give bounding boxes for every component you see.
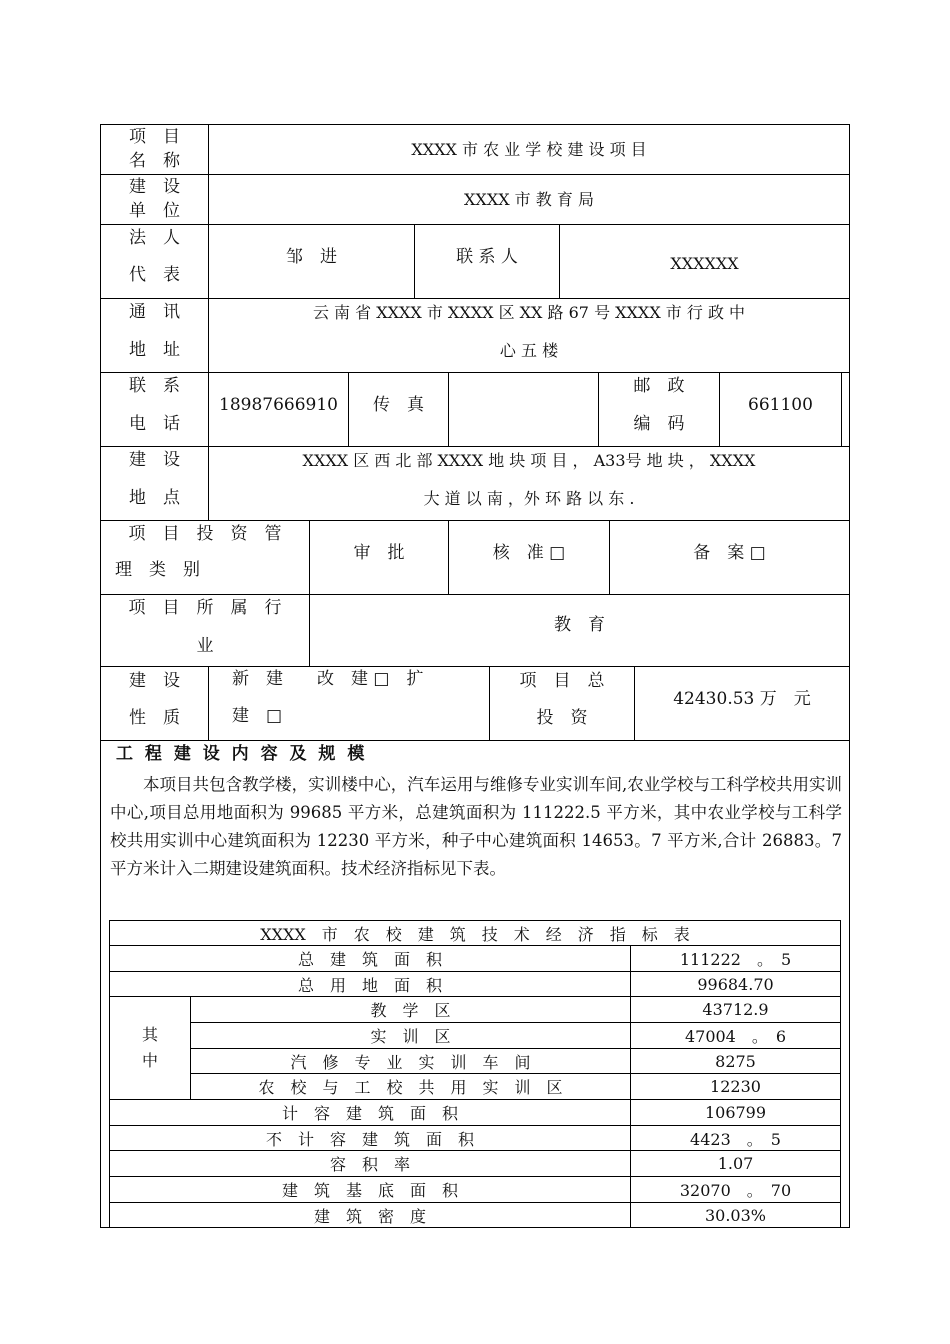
row-label: 建 筑 密 度 bbox=[313, 1206, 426, 1226]
row-value: 106799 bbox=[704, 1103, 767, 1122]
total-investment-value: 42430.53 万 元 bbox=[673, 688, 811, 709]
row-value: 43712.9 bbox=[702, 1000, 769, 1019]
nature-options-line-2[interactable]: 建 □ bbox=[232, 706, 283, 726]
nature-label-2: 性 质 bbox=[129, 707, 180, 728]
row-label: 计 容 建 筑 面 积 bbox=[281, 1104, 458, 1123]
row-value: 30.03% bbox=[704, 1205, 766, 1225]
fax-label: 传 真 bbox=[373, 394, 424, 415]
row-value: 4423 。 5 bbox=[690, 1129, 781, 1149]
nature-options-line-1[interactable]: 新 建 改 建 □ 扩 bbox=[232, 669, 424, 689]
legal-rep-label-2: 代 表 bbox=[129, 264, 180, 285]
row-label: 教 学 区 bbox=[370, 1001, 451, 1020]
section-title: 工 程 建 设 内 容 及 规 模 bbox=[116, 744, 368, 764]
row-value: 111222 。 5 bbox=[679, 950, 792, 969]
builder-value: XXXX 市 教 育 局 bbox=[464, 190, 594, 209]
legal-rep-label-1: 法 人 bbox=[129, 227, 180, 248]
row-value: 99684.70 bbox=[697, 974, 774, 994]
row-label: 容 积 率 bbox=[329, 1155, 410, 1174]
row-value: 12230 bbox=[710, 1077, 761, 1096]
approval-option[interactable]: 审 批 bbox=[353, 542, 405, 563]
address-line-2: 心 五 楼 bbox=[499, 340, 559, 360]
industry-label-2: 业 bbox=[196, 635, 214, 656]
row-value: 47004 。 6 bbox=[684, 1027, 787, 1046]
builder-label-2: 单 位 bbox=[129, 200, 180, 221]
location-label-2: 地 点 bbox=[129, 487, 180, 508]
group-label: 其 中 bbox=[141, 1025, 158, 1070]
location-line-2: 大 道 以 南 ，外 环 路 以 东 . bbox=[423, 488, 635, 508]
industry-value: 教 育 bbox=[554, 614, 605, 635]
section-paragraph: 本项目共包含教学楼，实训楼中心，汽车运用与维修专业实训车间,农业学校与工科学校共用实训中心,项目总用地面积为 99685 平方米，总建筑面积为 111222.5 平方米，其中农业学校与工科学校共用实训中心建筑面积为 12230 平方米，种子中心建筑面积 14653。7 平方米,合计 26883。7 平方米计入二期建设建筑面积。技术经济指标见下表。 bbox=[110, 775, 842, 878]
location-label-1: 建 设 bbox=[129, 449, 180, 470]
nature-label-1: 建 设 bbox=[129, 670, 180, 691]
row-value: 8275 bbox=[715, 1051, 756, 1071]
investment-type-label-1: 项 目 投 资 管 bbox=[128, 523, 282, 544]
location-line-1: XXXX 区 西 北 部 XXXX 地 块 项 目 ， A33号 地 块 ， XXXX bbox=[302, 450, 756, 470]
address-label-1: 通 讯 bbox=[129, 301, 180, 322]
project-name-value: XXXX 市 农 业 学 校 建 设 项 目 bbox=[411, 140, 647, 159]
phone-value: 18987666910 bbox=[219, 394, 338, 415]
contact-value: XXXXXX bbox=[670, 253, 739, 273]
fax-value bbox=[449, 394, 598, 416]
row-label: 实 训 区 bbox=[370, 1027, 451, 1046]
row-label: 不 计 容 建 筑 面 积 bbox=[265, 1129, 474, 1149]
phone-label-2: 电 话 bbox=[129, 413, 180, 434]
phone-label-1: 联 系 bbox=[129, 375, 180, 396]
row-value: 32070 。 70 bbox=[679, 1181, 792, 1200]
postcode-value: 661100 bbox=[748, 394, 813, 415]
postcode-label-2: 编 码 bbox=[633, 413, 685, 434]
row-label: 总 用 地 面 积 bbox=[297, 975, 442, 995]
postcode-label-1: 邮 政 bbox=[633, 375, 685, 396]
legal-rep-value: 邹 进 bbox=[286, 246, 337, 267]
filing-option[interactable]: 备 案 □ bbox=[693, 542, 766, 563]
contact-label: 联 系 人 bbox=[456, 246, 518, 267]
row-label: 汽 修 专 业 实 训 车 间 bbox=[290, 1052, 531, 1072]
verification-option[interactable]: 核 准 □ bbox=[492, 542, 566, 563]
investment-type-label-2: 理 类 别 bbox=[115, 560, 200, 580]
project-name-label-2: 名 称 bbox=[129, 150, 180, 171]
address-label-2: 地 址 bbox=[129, 339, 180, 360]
industry-label-1: 项 目 所 属 行 bbox=[128, 597, 282, 618]
row-value: 1.07 bbox=[717, 1154, 754, 1173]
indicators-title: XXXX 市 农 校 建 筑 技 术 经 济 指 标 表 bbox=[260, 924, 690, 944]
total-investment-label-2: 投 资 bbox=[536, 707, 588, 728]
total-investment-label-1: 项 目 总 bbox=[519, 670, 605, 691]
row-label: 建 筑 基 底 面 积 bbox=[281, 1181, 458, 1200]
row-label: 总 建 筑 面 积 bbox=[297, 950, 442, 969]
address-line-1: 云 南 省 XXXX 市 XXXX 区 XX 路 67 号 XXXX 市 行 政 中 bbox=[312, 302, 746, 322]
project-name-label-1: 项 目 bbox=[129, 126, 180, 147]
builder-label-1: 建 设 bbox=[129, 176, 180, 197]
row-label: 农 校 与 工 校 共 用 实 训 区 bbox=[258, 1078, 563, 1097]
